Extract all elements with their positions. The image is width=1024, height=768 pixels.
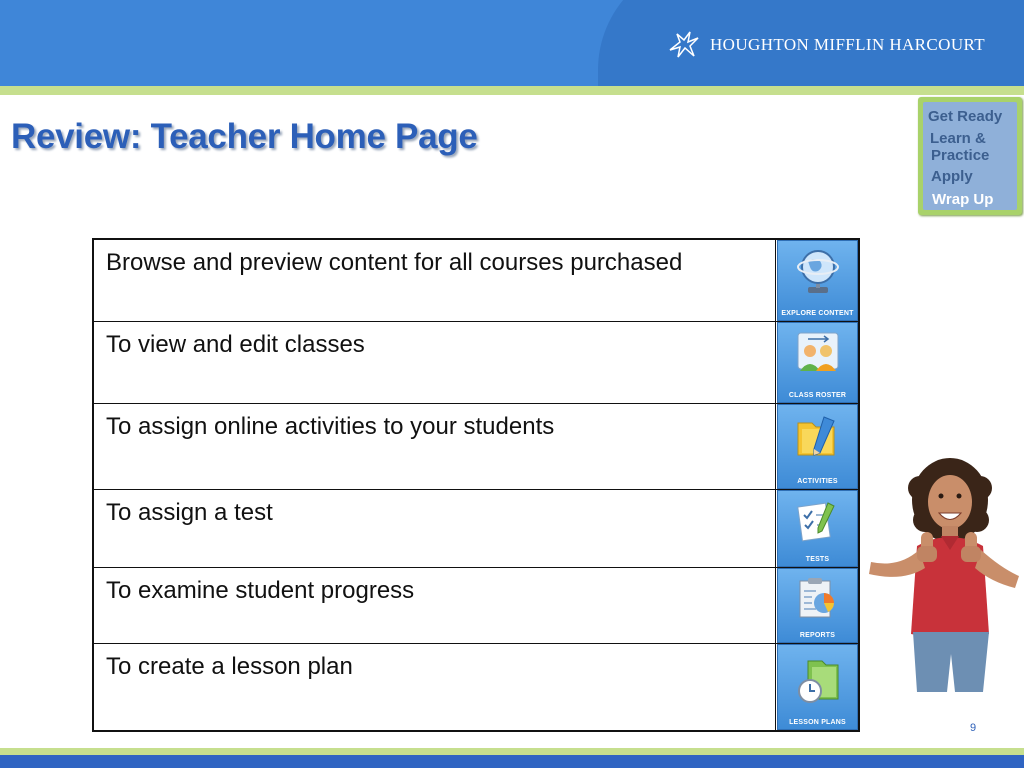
- tests-tile[interactable]: [777, 490, 858, 567]
- lesson-phase-nav: [918, 97, 1022, 215]
- row-description: To examine student progress: [94, 568, 776, 643]
- tests-button[interactable]: [777, 490, 858, 567]
- row-description: Browse and preview content for all courses purchased: [94, 240, 776, 321]
- nav-item-practice[interactable]: Practice: [931, 147, 990, 164]
- row-description: To view and edit classes: [94, 322, 776, 403]
- table-row: [94, 403, 858, 489]
- nav-item-learn[interactable]: Learn &: [930, 130, 986, 147]
- folder-pencil-icon: [794, 411, 842, 463]
- page-title: Review: Teacher Home Page: [11, 117, 478, 156]
- lesson-phase-nav-panel: [923, 102, 1017, 210]
- row-description: To create a lesson plan: [94, 644, 776, 730]
- class-roster-tile[interactable]: [777, 322, 858, 403]
- checklist-icon: [794, 497, 842, 549]
- folder-clock-icon: [794, 651, 842, 711]
- pie-chart-icon: [794, 575, 842, 627]
- reports-button[interactable]: [777, 568, 858, 643]
- row-description: To assign online activities to your students: [94, 404, 776, 489]
- brand-logo: [668, 30, 985, 60]
- tile-label: EXPLORE CONTENT: [781, 310, 854, 317]
- table-row: [94, 643, 858, 730]
- tile-label: LESSON PLANS: [789, 719, 846, 726]
- hmh-bird-icon: [668, 30, 702, 60]
- lesson-plans-button[interactable]: [777, 644, 858, 730]
- people-icon: [794, 329, 842, 381]
- class-roster-button[interactable]: [777, 322, 858, 403]
- tile-label: CLASS ROSTER: [788, 392, 847, 399]
- table-row: [94, 489, 858, 567]
- reports-tile[interactable]: [777, 568, 858, 643]
- activities-tile[interactable]: [777, 404, 858, 489]
- explore-content-tile[interactable]: [777, 240, 858, 321]
- header-band: [0, 0, 1024, 86]
- footer-band: [0, 755, 1024, 768]
- nav-item-apply[interactable]: Apply: [931, 168, 973, 185]
- row-description: To assign a test: [94, 490, 776, 567]
- activities-button[interactable]: [777, 404, 858, 489]
- header-accent-bar: [0, 86, 1024, 95]
- table-row: [94, 321, 858, 403]
- slide-number: 9: [970, 722, 977, 734]
- nav-item-wrap-up[interactable]: Wrap Up: [932, 191, 994, 208]
- globe-icon: [794, 247, 842, 299]
- feature-table: [92, 238, 860, 732]
- tile-label: TESTS: [805, 556, 830, 563]
- explore-content-button[interactable]: [777, 240, 858, 321]
- table-row: [94, 240, 858, 321]
- lesson-plans-tile[interactable]: [777, 644, 858, 730]
- table-row: [94, 567, 858, 643]
- footer-accent-bar: [0, 748, 1024, 755]
- girl-thumbs-up-photo: [865, 458, 1023, 692]
- brand-name: HOUGHTON MIFFLIN HARCOURT: [710, 35, 986, 54]
- nav-item-get-ready[interactable]: Get Ready: [928, 108, 1003, 125]
- tile-label: REPORTS: [799, 632, 836, 639]
- tile-label: ACTIVITIES: [797, 478, 838, 485]
